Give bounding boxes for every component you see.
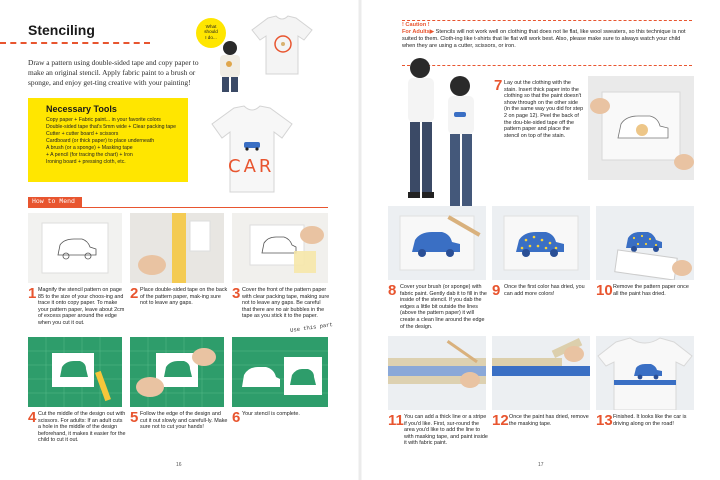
tools-line: Copy paper + Fabric paint... in your favorite colors: [46, 117, 161, 123]
step-11-number: 11: [388, 412, 404, 429]
right-page-number: 17: [538, 462, 544, 468]
step-8-text: Cover your brush (or sponge) with fabric paint. Gently dab it to fill in the inside of the stencil. If you dab the edges a little bit outside the lines (above the pattern paper) it will create a clean line around the edge of the design.: [400, 284, 487, 330]
step-1-text: Magnify the stencil pattern on page 85 to the size of your choos-ing and trace it onto copy paper. To make your pattern paper, leave about 2cm of excess paper around the edge when you cut it out.: [38, 287, 125, 326]
bubble-line-1: What: [205, 24, 217, 29]
step-12-photo: [492, 336, 590, 410]
step-11-photo: [388, 336, 486, 410]
tools-line: A brush (or a sponge) + Masking tape: [46, 145, 133, 151]
stained-tshirt-image: [250, 14, 314, 76]
left-page-number: 16: [176, 462, 182, 468]
step-6-text: Your stencil is complete.: [242, 411, 300, 417]
step-4-number: 4: [28, 409, 37, 426]
step-8-number: 8: [388, 282, 397, 299]
step-13-photo: [596, 336, 694, 410]
intro-text: Draw a pattern using double-sided tape and copy paper to make an original stencil. Apply fabric paint to a brush or sponge, and enjoy get-ting creative with your painting!: [28, 58, 199, 88]
tools-line: Double-sided tape that's 5mm wide + Clear packing tape: [46, 124, 177, 130]
step-2-number: 2: [130, 285, 139, 302]
step-3-text: Cover the front of the pattern paper with clear packing tape, making sure not to leave any gaps. Be careful that there are no air bubbles in the tape as you stick it to the paper.: [242, 287, 330, 320]
car-tshirt-image: [210, 104, 294, 194]
step-12-text: Once the paint has dried, remove the masking tape.: [509, 414, 589, 427]
child-photo: [212, 40, 248, 96]
page-gutter: [358, 0, 362, 480]
step-10-photo: [596, 206, 694, 280]
step-8-photo: [388, 206, 486, 280]
step-1-photo: [28, 213, 122, 283]
how-to-mend-tab: How to Mend: [28, 197, 82, 207]
step-3-number: 3: [232, 285, 241, 302]
page-title: Stenciling: [28, 22, 95, 38]
shirt-car-text: CAR: [228, 156, 275, 177]
bubble-line-3: I do...: [205, 34, 217, 40]
step-2-photo: [130, 213, 224, 283]
tools-line: Ironing board + pressing cloth, etc.: [46, 159, 126, 165]
step-7-photo: [588, 76, 694, 180]
step-7-text: Lay out the clothing with the stain. Insert thick paper into the clothing so that the paint doesn't show through on the other side (in the same way you did for step 2 on page 12). Peel the back of the dou-ble-sided tape off the pattern paper and place the stencil on top of the stain.: [504, 80, 584, 139]
tools-title: Necessary Tools: [46, 104, 117, 114]
caution-title: ! Caution !: [402, 22, 430, 28]
step-10-text: Remove the pattern paper once all the paint has dried.: [613, 284, 689, 297]
use-this-part-label: Use this part: [289, 321, 334, 334]
step-4-photo: [28, 337, 122, 407]
step-2-text: Place double-sided tape on the back of the pattern paper, mak-ing sure not to leave any gaps.: [140, 287, 228, 307]
tools-line: + A pencil (for tracing the chart) + Iron: [46, 152, 133, 158]
caution-text: Stencils will not work well on clothing that does not lie flat, like wool sweaters, so this technique is not suited to them. Cloth-ing like t-shirts that lie flat will work best. Also, please make sure to always watch your child when they are using a cutter, scissors, or iron.: [402, 29, 686, 49]
step-5-number: 5: [130, 409, 139, 426]
step-12-number: 12: [492, 412, 509, 429]
step-9-photo: [492, 206, 590, 280]
caution-label: For Adults▶: [402, 29, 435, 35]
step-5-photo: [130, 337, 224, 407]
step-4-text: Cut the middle of the design out with scissors. For adults: If an adult cuts a hole in the middle of the design beforehand, it makes it easier for the child to cut it out.: [38, 411, 126, 444]
caution-top-border: [402, 20, 692, 21]
step-13-number: 13: [596, 412, 613, 429]
step-1-number: 1: [28, 285, 37, 302]
caution-box: [402, 22, 692, 50]
section-rule: [28, 207, 328, 208]
step-6-photo: [232, 337, 328, 407]
step-7-number: 7: [494, 77, 503, 94]
step-9-number: 9: [492, 282, 501, 299]
step-13-text: Finished. It looks like the car is driving along on the road!: [613, 414, 687, 427]
step-10-number: 10: [596, 282, 613, 299]
necessary-tools-box: [28, 98, 188, 182]
tools-line: Cardboard (or thick paper) to place underneath: [46, 138, 155, 144]
tools-line: Cutter + cutter board + scissors: [46, 131, 119, 137]
step-6-number: 6: [232, 409, 241, 426]
step-9-text: Once the first color has dried, you can add more colors!: [504, 284, 585, 297]
title-underline: [0, 42, 150, 44]
bubble-line-2: should: [204, 29, 218, 35]
step-11-text: You can add a thick line or a stripe if you'd like. First, sur-round the area you'd like to add the line to with masking tape, and paint inside it with fabric paint.: [404, 414, 488, 447]
step-5-text: Follow the edge of the design and cut it out slowly and carefull-ly. Make sure not to cut your hands!: [140, 411, 228, 431]
step-3-photo: [232, 213, 328, 283]
